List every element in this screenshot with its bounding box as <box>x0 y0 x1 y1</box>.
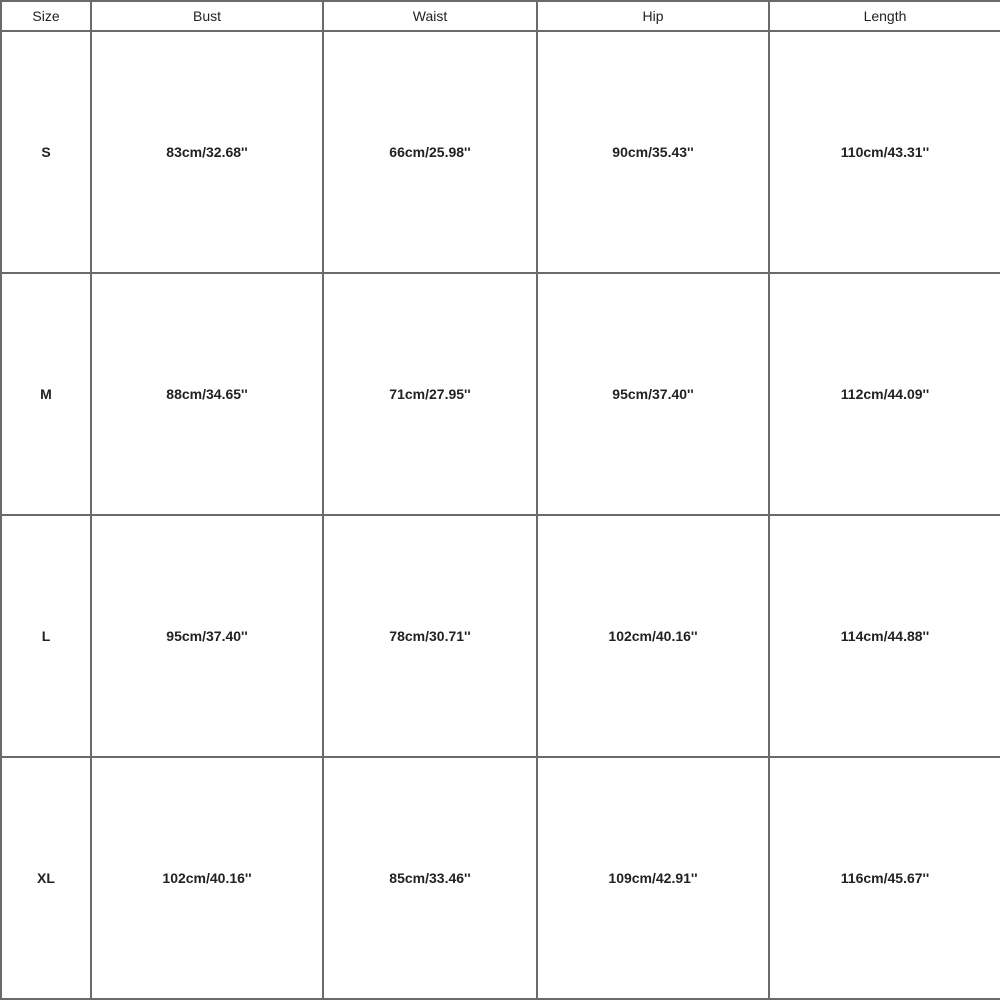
cell-bust: 95cm/37.40'' <box>91 515 323 757</box>
header-bust: Bust <box>91 1 323 31</box>
header-length: Length <box>769 1 1000 31</box>
cell-hip: 109cm/42.91'' <box>537 757 769 999</box>
cell-bust: 102cm/40.16'' <box>91 757 323 999</box>
cell-size: L <box>1 515 91 757</box>
header-row <box>1 1 1000 31</box>
cell-length: 112cm/44.09'' <box>769 273 1000 515</box>
cell-hip: 90cm/35.43'' <box>537 31 769 273</box>
header-hip: Hip <box>537 1 769 31</box>
cell-length: 110cm/43.31'' <box>769 31 1000 273</box>
cell-size: S <box>1 31 91 273</box>
cell-bust: 83cm/32.68'' <box>91 31 323 273</box>
header-waist: Waist <box>323 1 537 31</box>
table-row <box>1 273 1000 515</box>
cell-hip: 95cm/37.40'' <box>537 273 769 515</box>
cell-bust: 88cm/34.65'' <box>91 273 323 515</box>
cell-waist: 78cm/30.71'' <box>323 515 537 757</box>
cell-length: 114cm/44.88'' <box>769 515 1000 757</box>
table-row <box>1 515 1000 757</box>
cell-length: 116cm/45.67'' <box>769 757 1000 999</box>
cell-size: M <box>1 273 91 515</box>
table-row <box>1 31 1000 273</box>
cell-waist: 66cm/25.98'' <box>323 31 537 273</box>
table-row <box>1 757 1000 999</box>
cell-hip: 102cm/40.16'' <box>537 515 769 757</box>
cell-waist: 71cm/27.95'' <box>323 273 537 515</box>
cell-size: XL <box>1 757 91 999</box>
header-size: Size <box>1 1 91 31</box>
cell-waist: 85cm/33.46'' <box>323 757 537 999</box>
